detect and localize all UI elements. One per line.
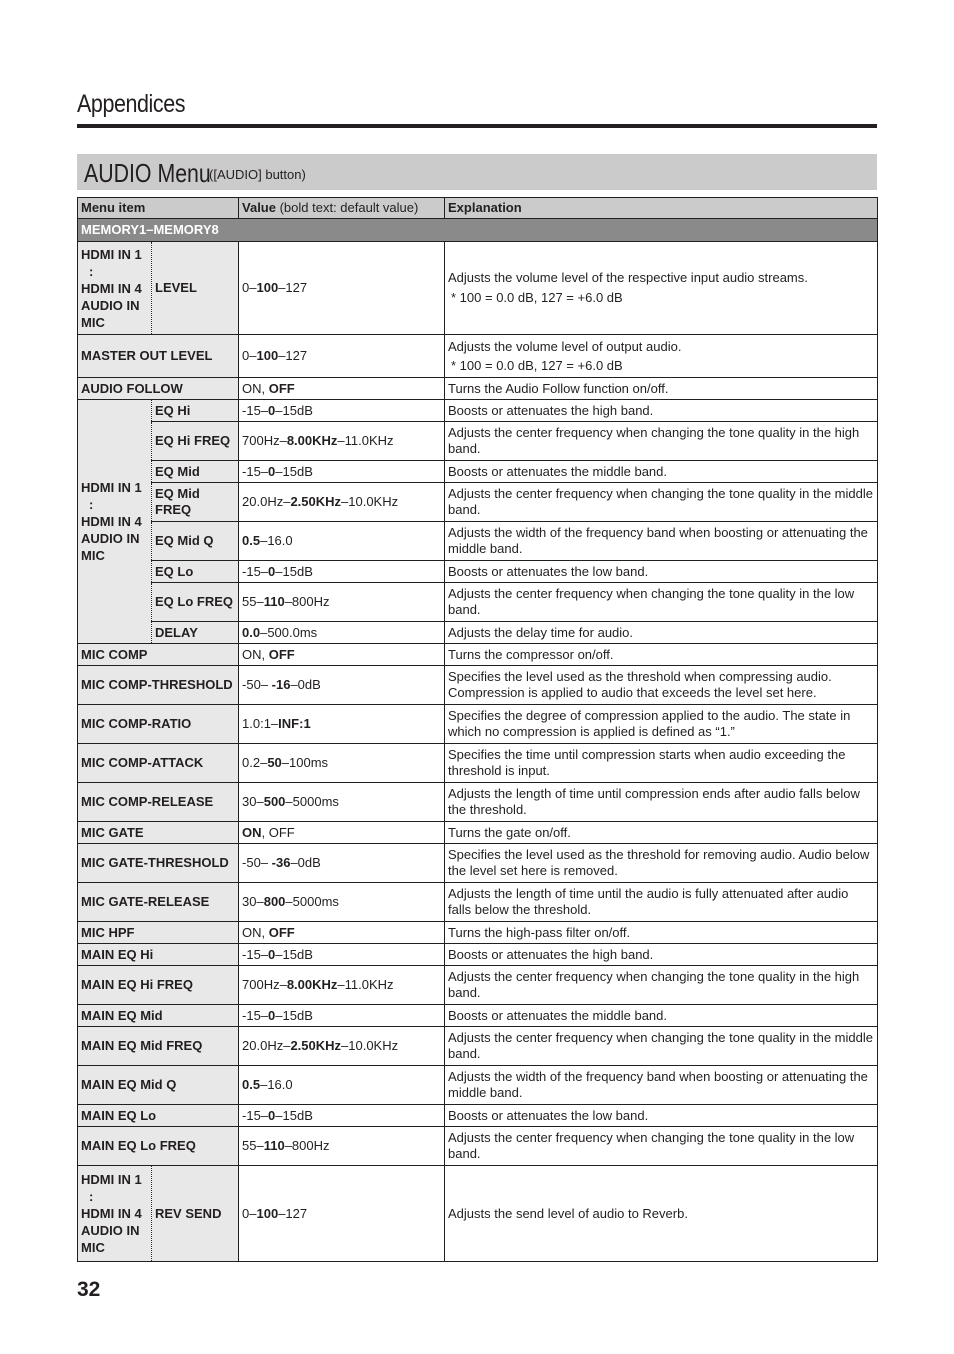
explanation-cell: Boosts or attenuates the middle band. — [445, 1005, 878, 1027]
source-hdmi4: HDMI IN 4 — [81, 280, 142, 296]
table-row — [78, 461, 878, 483]
explanation-cell: Adjusts the center frequency when changing the tone quality in the high band. — [445, 966, 878, 1005]
item-name: EQ Mid Q — [152, 522, 239, 561]
value-post: –800Hz — [284, 594, 330, 609]
item-name: MAIN EQ Mid Q — [78, 1066, 239, 1105]
value-cell — [239, 483, 445, 522]
value-cell — [239, 583, 445, 622]
value-pre: 20.0Hz– — [242, 1038, 291, 1053]
value-cell — [239, 242, 445, 335]
header-value-note: (bold text: default value) — [275, 200, 419, 215]
table-row — [78, 944, 878, 966]
value-post: –11.0KHz — [337, 433, 394, 448]
value-cell — [239, 400, 445, 422]
table-row — [78, 644, 878, 666]
item-name: MAIN EQ Lo — [78, 1105, 239, 1127]
item-name: MIC COMP-RELEASE — [78, 783, 239, 822]
item-name: EQ Hi FREQ — [152, 422, 239, 461]
value-default: 0 — [268, 1107, 276, 1123]
table-row — [78, 1005, 878, 1027]
value-pre: 55– — [242, 594, 264, 609]
table-row — [78, 561, 878, 583]
explanation-cell: Specifies the level used as the threshold for removing audio. Audio below the level set here is removed. — [445, 844, 878, 883]
value-default: 800 — [263, 894, 286, 909]
explanation-cell: Boosts or attenuates the middle band. — [445, 461, 878, 483]
value-post: –15dB — [275, 463, 313, 479]
explanation-cell: Turns the Audio Follow function on/off. — [445, 378, 878, 400]
value-post: –127 — [278, 1205, 308, 1221]
value-default: 0.5 — [242, 533, 261, 548]
value-post: –11.0KHz — [337, 977, 394, 992]
value-default: 0.5 — [242, 1077, 261, 1092]
value-post: –16.0 — [260, 1077, 293, 1092]
explanation-cell: Specifies the level used as the threshold when compressing audio. Compression is applied to audio that exceeds the level set here. — [445, 666, 878, 705]
value-default: OFF — [268, 380, 295, 396]
table-row — [78, 522, 878, 561]
value-post: –10.0KHz — [341, 494, 399, 509]
value-default: 110 — [263, 1138, 285, 1153]
table-row — [78, 1166, 878, 1262]
value-post: , OFF — [261, 824, 295, 840]
table-row — [78, 622, 878, 644]
table-row — [78, 422, 878, 461]
value-post: –800Hz — [284, 1138, 330, 1153]
source-audio-in: AUDIO IN — [81, 297, 140, 313]
value-cell — [239, 1005, 445, 1027]
table-row — [78, 483, 878, 522]
value-post: –16.0 — [260, 533, 293, 548]
source-mic: MIC — [81, 548, 105, 563]
table-row — [78, 883, 878, 922]
value-default: OFF — [268, 646, 295, 662]
source-hdmi1: HDMI IN 1 — [81, 1172, 142, 1187]
table-row — [78, 783, 878, 822]
value-cell — [239, 1027, 445, 1066]
value-pre: 0.2– — [242, 755, 268, 770]
value-pre: 0– — [242, 348, 257, 363]
value-pre: -15– — [242, 563, 269, 579]
value-default: OFF — [268, 924, 295, 940]
item-name: MAIN EQ Mid — [78, 1005, 239, 1027]
value-post: –10.0KHz — [341, 1038, 399, 1053]
value-cell — [239, 461, 445, 483]
value-default: 8.00KHz — [286, 433, 338, 448]
value-default: 8.00KHz — [286, 977, 338, 992]
item-name: REV SEND — [152, 1166, 239, 1262]
menu-subtitle: ([AUDIO] button) — [209, 167, 306, 182]
explanation-cell: Turns the high-pass filter on/off. — [445, 922, 878, 944]
explanation-cell: Adjusts the center frequency when changing the tone quality in the high band. — [445, 422, 878, 461]
value-pre: 700Hz– — [242, 977, 287, 992]
value-default: 500 — [263, 794, 286, 809]
explanation-text: Adjusts the volume level of output audio. — [448, 338, 682, 354]
header-explanation: Explanation — [445, 198, 878, 219]
table-row — [78, 822, 878, 844]
header-value — [239, 198, 445, 219]
audio-menu-table — [77, 197, 878, 1262]
table-row — [78, 335, 878, 378]
explanation-cell: Adjusts the length of time until compression ends after audio falls below the threshold. — [445, 783, 878, 822]
value-default: 0 — [268, 1007, 276, 1023]
value-pre: 1.0:1– — [242, 716, 279, 731]
value-default: 0 — [268, 402, 276, 418]
explanation-cell: Boosts or attenuates the high band. — [445, 400, 878, 422]
item-name: MIC COMP-RATIO — [78, 705, 239, 744]
item-name: AUDIO FOLLOW — [78, 378, 239, 400]
explanation-note: * 100 = 0.0 dB, 127 = +6.0 dB — [451, 357, 623, 373]
value-default: 100 — [256, 348, 279, 363]
value-cell — [239, 966, 445, 1005]
value-cell — [239, 922, 445, 944]
value-default: 0 — [268, 563, 276, 579]
source-dots: : — [89, 497, 94, 512]
item-name: EQ Hi — [152, 400, 239, 422]
value-cell — [239, 944, 445, 966]
value-post: –0dB — [290, 855, 321, 870]
value-pre: 700Hz– — [242, 433, 287, 448]
group-row — [78, 219, 878, 242]
value-cell — [239, 883, 445, 922]
value-default: -36 — [271, 855, 291, 870]
value-cell — [239, 561, 445, 583]
value-cell — [239, 1166, 445, 1262]
value-default: 100 — [256, 1205, 279, 1221]
value-post: –15dB — [275, 1107, 313, 1123]
explanation-cell: Turns the compressor on/off. — [445, 644, 878, 666]
value-default: INF:1 — [278, 716, 311, 731]
value-post: –5000ms — [285, 794, 339, 809]
item-name: EQ Mid FREQ — [152, 483, 239, 522]
explanation-cell: Adjusts the center frequency when changing the tone quality in the low band. — [445, 1127, 878, 1166]
value-default: 0.0 — [242, 624, 261, 640]
item-name: MIC GATE — [78, 822, 239, 844]
table-row — [78, 744, 878, 783]
table-row — [78, 1105, 878, 1127]
source-list — [78, 1166, 152, 1262]
value-pre: 0– — [242, 280, 257, 295]
explanation-cell: Adjusts the send level of audio to Reverb. — [445, 1166, 878, 1262]
item-name: MIC COMP — [78, 644, 239, 666]
value-cell — [239, 422, 445, 461]
explanation-cell: Boosts or attenuates the high band. — [445, 944, 878, 966]
value-cell — [239, 666, 445, 705]
value-default: 0 — [268, 946, 276, 962]
value-cell — [239, 378, 445, 400]
table-row — [78, 1066, 878, 1105]
source-dots: : — [89, 263, 94, 279]
explanation-cell: Adjusts the width of the frequency band when boosting or attenuating the middle band. — [445, 522, 878, 561]
value-post: –15dB — [275, 563, 313, 579]
explanation-cell: Adjusts the width of the frequency band when boosting or attenuating the middle band. — [445, 1066, 878, 1105]
value-default: ON — [242, 824, 262, 840]
source-list — [78, 242, 152, 335]
item-name: MAIN EQ Mid FREQ — [78, 1027, 239, 1066]
source-hdmi4: HDMI IN 4 — [81, 1206, 142, 1221]
value-cell — [239, 1127, 445, 1166]
table-row — [78, 844, 878, 883]
value-pre: -15– — [242, 1107, 269, 1123]
table-header-row — [78, 198, 878, 219]
source-list — [78, 400, 152, 644]
table-row — [78, 966, 878, 1005]
value-default: 2.50KHz — [290, 494, 342, 509]
item-name: MIC COMP-THRESHOLD — [78, 666, 239, 705]
value-post: –15dB — [275, 1007, 313, 1023]
item-name: LEVEL — [152, 242, 239, 335]
value-default: 50 — [267, 755, 282, 770]
value-pre: 30– — [242, 894, 264, 909]
value-default: 2.50KHz — [290, 1038, 342, 1053]
item-name: MAIN EQ Hi — [78, 944, 239, 966]
explanation-cell: Specifies the time until compression starts when audio exceeding the threshold is input. — [445, 744, 878, 783]
table-row — [78, 583, 878, 622]
explanation-cell: Boosts or attenuates the low band. — [445, 561, 878, 583]
table-row — [78, 378, 878, 400]
header-menu-item: Menu item — [78, 198, 239, 219]
value-post: –15dB — [275, 946, 313, 962]
source-dots: : — [89, 1189, 94, 1204]
value-cell — [239, 522, 445, 561]
value-pre: -15– — [242, 402, 269, 418]
item-name: MIC GATE-THRESHOLD — [78, 844, 239, 883]
value-cell — [239, 335, 445, 378]
source-hdmi1: HDMI IN 1 — [81, 246, 142, 262]
value-pre: -15– — [242, 946, 269, 962]
explanation-note: * 100 = 0.0 dB, 127 = +6.0 dB — [451, 290, 623, 305]
source-mic: MIC — [81, 1240, 105, 1255]
source-mic: MIC — [81, 314, 105, 330]
value-post: –500.0ms — [260, 624, 318, 640]
value-post: –0dB — [290, 677, 321, 692]
explanation-cell: Adjusts the center frequency when changing the tone quality in the low band. — [445, 583, 878, 622]
title-rule — [77, 124, 877, 128]
value-post: –127 — [278, 348, 308, 363]
value-cell — [239, 744, 445, 783]
value-pre: -50– — [242, 855, 272, 870]
item-name: EQ Lo — [152, 561, 239, 583]
value-pre: 55– — [242, 1138, 264, 1153]
source-hdmi1: HDMI IN 1 — [81, 480, 142, 495]
item-name: EQ Mid — [152, 461, 239, 483]
explanation-cell: Specifies the degree of compression applied to the audio. The state in which no compression is applied is defined as “1.” — [445, 705, 878, 744]
item-name: MIC HPF — [78, 922, 239, 944]
explanation-cell: Adjusts the center frequency when changing the tone quality in the middle band. — [445, 1027, 878, 1066]
value-cell — [239, 844, 445, 883]
explanation-cell: Turns the gate on/off. — [445, 822, 878, 844]
item-name: MAIN EQ Lo FREQ — [78, 1127, 239, 1166]
item-name: EQ Lo FREQ — [152, 583, 239, 622]
item-name: MAIN EQ Hi FREQ — [78, 966, 239, 1005]
value-default: -16 — [271, 677, 291, 692]
value-pre: -50– — [242, 677, 272, 692]
value-pre: 20.0Hz– — [242, 494, 291, 509]
source-hdmi4: HDMI IN 4 — [81, 514, 142, 529]
item-name: DELAY — [152, 622, 239, 644]
value-post: –15dB — [275, 402, 313, 418]
table-row — [78, 922, 878, 944]
explanation-text: Adjusts the volume level of the respective input audio streams. — [448, 270, 808, 285]
explanation-cell — [445, 335, 878, 378]
value-default: 0 — [268, 463, 276, 479]
value-pre: 30– — [242, 794, 264, 809]
value-default: 100 — [256, 280, 279, 295]
menu-title: AUDIO Menu — [84, 158, 211, 188]
value-post: –5000ms — [285, 894, 339, 909]
explanation-cell: Adjusts the delay time for audio. — [445, 622, 878, 644]
value-cell — [239, 705, 445, 744]
value-cell — [239, 822, 445, 844]
table-row — [78, 400, 878, 422]
value-cell — [239, 644, 445, 666]
table-row — [78, 666, 878, 705]
section-title: Appendices — [77, 90, 186, 118]
page-number: 32 — [77, 1278, 101, 1301]
explanation-cell: Adjusts the center frequency when changing the tone quality in the middle band. — [445, 483, 878, 522]
table-row — [78, 705, 878, 744]
group-label: MEMORY1–MEMORY8 — [78, 219, 878, 242]
value-default: 110 — [263, 594, 285, 609]
value-cell — [239, 783, 445, 822]
value-pre: ON, — [242, 924, 269, 940]
table-row — [78, 1127, 878, 1166]
table-row — [78, 242, 878, 335]
value-pre: -15– — [242, 1007, 269, 1023]
explanation-cell — [445, 242, 878, 335]
value-post: –127 — [278, 280, 308, 295]
table-row — [78, 1027, 878, 1066]
source-audio-in: AUDIO IN — [81, 1223, 140, 1238]
item-name: MIC GATE-RELEASE — [78, 883, 239, 922]
value-cell — [239, 1105, 445, 1127]
value-pre: ON, — [242, 646, 269, 662]
header-value-label: Value — [242, 200, 276, 215]
explanation-cell: Adjusts the length of time until the audio is fully attenuated after audio falls below the threshold. — [445, 883, 878, 922]
source-audio-in: AUDIO IN — [81, 531, 140, 546]
value-cell — [239, 622, 445, 644]
value-pre: 0– — [242, 1205, 257, 1221]
value-cell — [239, 1066, 445, 1105]
value-post: –100ms — [281, 755, 329, 770]
explanation-cell: Boosts or attenuates the low band. — [445, 1105, 878, 1127]
value-pre: -15– — [242, 463, 269, 479]
item-name: MIC COMP-ATTACK — [78, 744, 239, 783]
item-name: MASTER OUT LEVEL — [78, 335, 239, 378]
menu-title-bar — [77, 154, 877, 190]
value-pre: ON, — [242, 380, 269, 396]
